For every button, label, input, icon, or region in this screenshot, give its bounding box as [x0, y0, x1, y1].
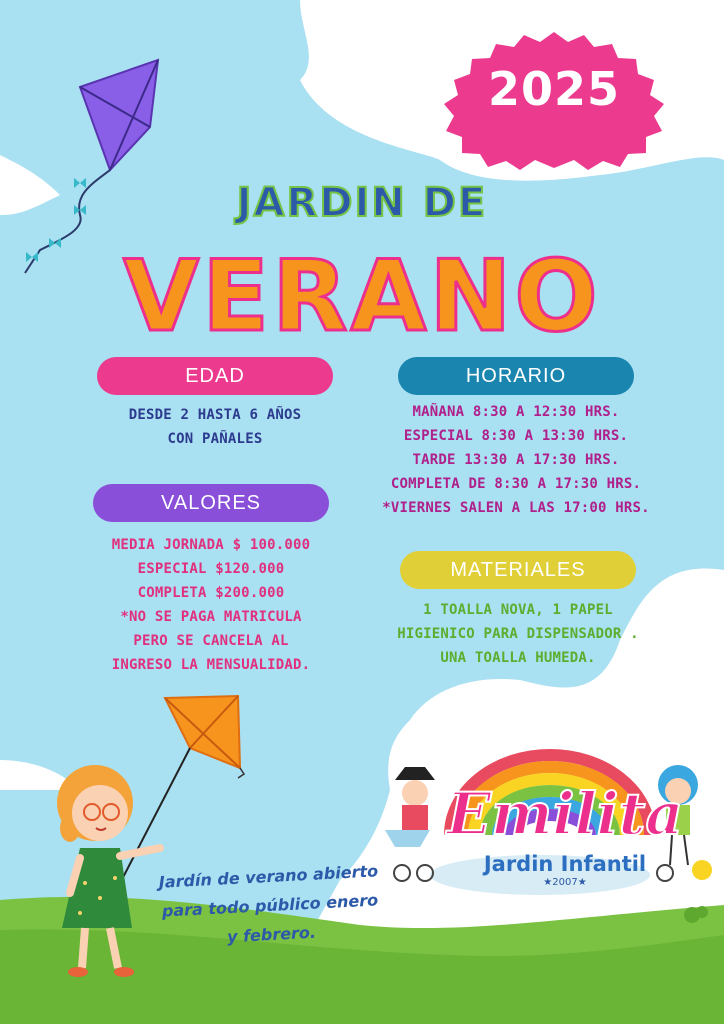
footer-line: para todo público enero — [161, 890, 379, 921]
materiales-line: 1 TOALLA NOVA, 1 PAPEL — [423, 602, 613, 618]
materiales-line: UNA TOALLA HUMEDA. — [440, 650, 596, 666]
logo-subtitle: Jardin Infantil — [483, 852, 647, 876]
materiales-info — [388, 598, 648, 670]
footer-text — [148, 856, 392, 955]
edad-line: DESDE 2 HASTA 6 AÑOS — [128, 407, 302, 423]
edad-line: CON PAÑALES — [167, 431, 263, 447]
horario-info — [380, 400, 652, 520]
horario-line: *VIERNES SALEN A LAS 17:00 HRS. — [382, 500, 650, 516]
valores-pill: VALORES — [93, 484, 329, 522]
kite-orange-icon — [165, 696, 244, 778]
valores-line: *NO SE PAGA MATRICULA — [120, 609, 302, 625]
valores-line: ESPECIAL $120.000 — [137, 561, 285, 577]
materiales-pill: MATERIALES — [400, 551, 636, 589]
logo-year: ★2007★ — [543, 877, 587, 888]
footer-line: Jardín de verano abierto — [158, 861, 379, 892]
horario-line: MAÑANA 8:30 A 12:30 HRS. — [412, 404, 620, 420]
title-line1: JARDIN DE — [236, 180, 488, 226]
pirate-doll-icon — [385, 767, 435, 881]
horario-line: TARDE 13:30 A 17:30 HRS. — [412, 452, 620, 468]
valores-line: COMPLETA $200.000 — [137, 585, 285, 601]
valores-line: INGRESO LA MENSUALIDAD. — [111, 657, 311, 673]
horario-pill: HORARIO — [398, 357, 634, 395]
edad-pill: EDAD — [97, 357, 333, 395]
title-line2: VERANO — [123, 240, 601, 354]
valores-line: MEDIA JORNADA $ 100.000 — [111, 537, 311, 553]
logo-name: Emilita — [446, 780, 684, 848]
horario-line: COMPLETA DE 8:30 A 17:30 HRS. — [390, 476, 642, 492]
horario-line: ESPECIAL 8:30 A 13:30 HRS. — [403, 428, 629, 444]
valores-info — [93, 533, 329, 677]
valores-line: PERO SE CANCELA AL — [133, 633, 289, 649]
footer-line: y febrero. — [226, 922, 317, 947]
edad-info — [97, 403, 333, 451]
materiales-line: HIGIENICO PARA DISPENSADOR . — [397, 626, 639, 642]
badge-year: 2025 — [487, 62, 621, 116]
